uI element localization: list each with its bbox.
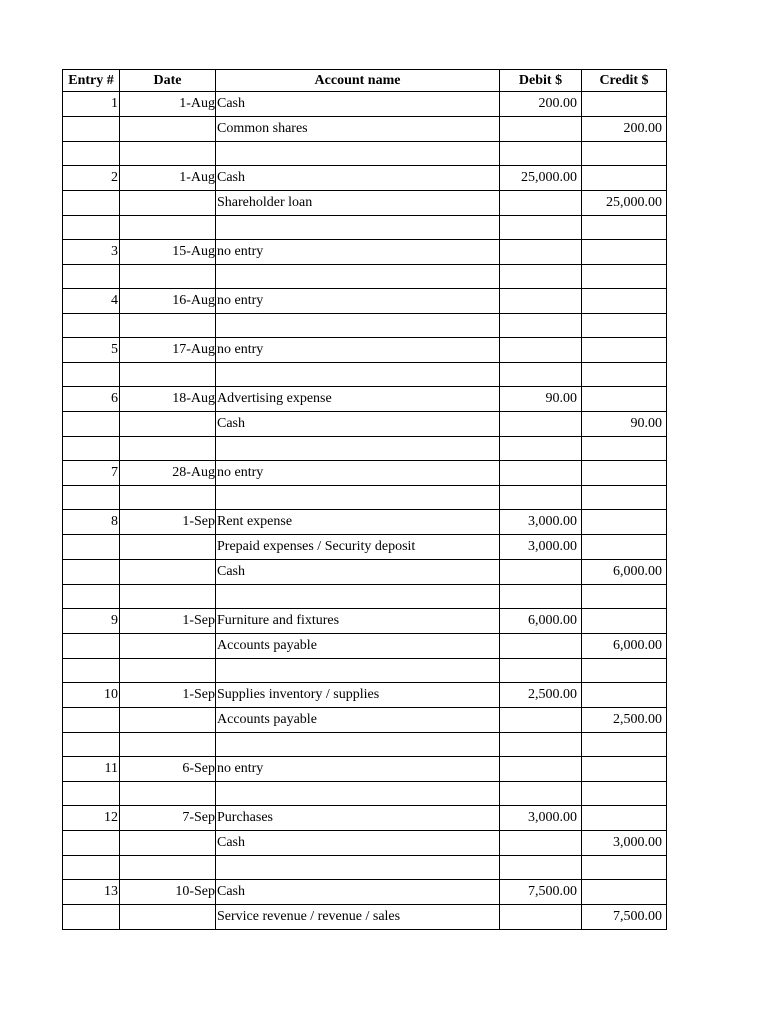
cell-debit[interactable] [500,634,582,659]
cell-credit[interactable] [582,486,667,510]
cell-credit[interactable] [582,142,667,166]
cell-date[interactable]: 1-Sep [120,683,216,708]
cell-account[interactable]: no entry [216,240,500,265]
table-row [63,486,667,510]
cell-credit[interactable]: 3,000.00 [582,831,667,856]
cell-credit[interactable] [582,363,667,387]
cell-date[interactable] [120,216,216,240]
cell-debit[interactable]: 200.00 [500,92,582,117]
cell-date[interactable] [120,265,216,289]
cell-account[interactable]: Purchases [216,806,500,831]
table-row [63,92,667,117]
table-row [63,757,667,782]
table-row [63,733,667,757]
cell-entry[interactable]: 9 [63,609,120,634]
cell-entry[interactable] [63,314,120,338]
cell-debit[interactable] [500,265,582,289]
cell-credit[interactable] [582,437,667,461]
cell-credit[interactable] [582,289,667,314]
cell-credit[interactable] [582,92,667,117]
cell-account[interactable]: Advertising expense [216,387,500,412]
cell-account[interactable]: Cash [216,412,500,437]
cell-date[interactable] [120,142,216,166]
cell-entry[interactable] [63,535,120,560]
cell-debit[interactable] [500,412,582,437]
cell-credit[interactable]: 7,500.00 [582,905,667,930]
header-credit[interactable]: Credit $ [582,70,667,92]
cell-date[interactable]: 18-Aug [120,387,216,412]
cell-date[interactable]: 17-Aug [120,338,216,363]
cell-date[interactable]: 1-Aug [120,92,216,117]
cell-credit[interactable] [582,510,667,535]
cell-debit[interactable] [500,117,582,142]
journal-body [63,92,667,930]
cell-account[interactable]: Cash [216,166,500,191]
cell-debit[interactable] [500,142,582,166]
cell-debit[interactable] [500,856,582,880]
cell-credit[interactable] [582,856,667,880]
cell-credit[interactable] [582,338,667,363]
table-row [63,659,667,683]
table-row [63,314,667,338]
cell-date[interactable] [120,733,216,757]
table-row [63,535,667,560]
cell-account[interactable]: Service revenue / revenue / sales [216,905,500,930]
cell-debit[interactable] [500,191,582,216]
table-row [63,191,667,216]
cell-debit[interactable]: 6,000.00 [500,609,582,634]
cell-credit[interactable] [582,880,667,905]
cell-entry[interactable] [63,117,120,142]
cell-account[interactable] [216,659,500,683]
cell-debit[interactable] [500,560,582,585]
table-row [63,117,667,142]
cell-account[interactable] [216,585,500,609]
cell-entry[interactable]: 13 [63,880,120,905]
cell-date[interactable] [120,535,216,560]
table-row [63,166,667,191]
cell-date[interactable] [120,486,216,510]
table-row [63,782,667,806]
cell-entry[interactable] [63,733,120,757]
table-row [63,880,667,905]
cell-account[interactable] [216,314,500,338]
cell-credit[interactable] [582,535,667,560]
cell-date[interactable] [120,856,216,880]
cell-date[interactable] [120,659,216,683]
cell-debit[interactable] [500,486,582,510]
journal-header [63,70,667,92]
cell-entry[interactable] [63,560,120,585]
cell-debit[interactable] [500,757,582,782]
cell-account[interactable]: Accounts payable [216,634,500,659]
table-row [63,560,667,585]
cell-entry[interactable]: 4 [63,289,120,314]
cell-entry[interactable]: 5 [63,338,120,363]
cell-account[interactable] [216,486,500,510]
cell-date[interactable]: 1-Sep [120,510,216,535]
cell-credit[interactable]: 6,000.00 [582,634,667,659]
cell-account[interactable]: Common shares [216,117,500,142]
cell-debit[interactable] [500,905,582,930]
cell-credit[interactable] [582,683,667,708]
table-row [63,634,667,659]
cell-date[interactable] [120,191,216,216]
cell-credit[interactable] [582,387,667,412]
cell-account[interactable]: Cash [216,92,500,117]
cell-debit[interactable] [500,338,582,363]
cell-entry[interactable] [63,585,120,609]
cell-entry[interactable] [63,659,120,683]
cell-credit[interactable]: 90.00 [582,412,667,437]
cell-account[interactable] [216,437,500,461]
cell-entry[interactable]: 10 [63,683,120,708]
table-row [63,510,667,535]
cell-account[interactable]: no entry [216,461,500,486]
cell-account[interactable] [216,265,500,289]
table-row [63,363,667,387]
cell-date[interactable]: 10-Sep [120,880,216,905]
cell-credit[interactable]: 6,000.00 [582,560,667,585]
cell-account[interactable] [216,782,500,806]
journal-table [62,69,667,930]
cell-account[interactable]: Cash [216,831,500,856]
cell-entry[interactable] [63,782,120,806]
header-entry[interactable]: Entry # [63,70,120,92]
cell-entry[interactable] [63,831,120,856]
cell-entry[interactable]: 11 [63,757,120,782]
cell-debit[interactable] [500,831,582,856]
cell-credit[interactable] [582,166,667,191]
cell-account[interactable]: no entry [216,338,500,363]
cell-account[interactable]: Furniture and fixtures [216,609,500,634]
table-row [63,412,667,437]
cell-credit[interactable] [582,782,667,806]
cell-credit[interactable] [582,585,667,609]
cell-credit[interactable] [582,733,667,757]
cell-debit[interactable] [500,240,582,265]
header-date[interactable]: Date [120,70,216,92]
cell-entry[interactable]: 6 [63,387,120,412]
cell-debit[interactable]: 3,000.00 [500,510,582,535]
cell-debit[interactable] [500,437,582,461]
cell-credit[interactable]: 200.00 [582,117,667,142]
cell-date[interactable] [120,117,216,142]
cell-date[interactable]: 7-Sep [120,806,216,831]
header-account[interactable]: Account name [216,70,500,92]
cell-entry[interactable] [63,412,120,437]
cell-date[interactable] [120,782,216,806]
cell-date[interactable] [120,363,216,387]
cell-credit[interactable] [582,461,667,486]
cell-debit[interactable] [500,659,582,683]
table-row [63,265,667,289]
cell-debit[interactable] [500,314,582,338]
table-row [63,142,667,166]
table-row [63,905,667,930]
cell-account[interactable]: Shareholder loan [216,191,500,216]
cell-credit[interactable] [582,265,667,289]
cell-entry[interactable]: 7 [63,461,120,486]
cell-entry[interactable] [63,142,120,166]
cell-debit[interactable] [500,216,582,240]
cell-date[interactable]: 16-Aug [120,289,216,314]
cell-debit[interactable] [500,289,582,314]
cell-entry[interactable]: 1 [63,92,120,117]
cell-account[interactable] [216,363,500,387]
cell-debit[interactable]: 90.00 [500,387,582,412]
cell-account[interactable] [216,856,500,880]
cell-credit[interactable] [582,240,667,265]
cell-entry[interactable] [63,216,120,240]
table-row [63,240,667,265]
header-debit[interactable]: Debit $ [500,70,582,92]
cell-credit[interactable] [582,659,667,683]
cell-date[interactable] [120,905,216,930]
table-row [63,216,667,240]
table-row [63,338,667,363]
cell-credit[interactable] [582,806,667,831]
cell-date[interactable] [120,585,216,609]
cell-account[interactable]: Cash [216,560,500,585]
cell-entry[interactable] [63,437,120,461]
cell-account[interactable] [216,216,500,240]
cell-entry[interactable] [63,856,120,880]
table-row [63,585,667,609]
cell-credit[interactable]: 2,500.00 [582,708,667,733]
cell-account[interactable] [216,733,500,757]
cell-debit[interactable] [500,585,582,609]
cell-debit[interactable] [500,363,582,387]
cell-account[interactable]: Accounts payable [216,708,500,733]
cell-entry[interactable] [63,634,120,659]
cell-entry[interactable] [63,265,120,289]
cell-date[interactable]: 1-Sep [120,609,216,634]
cell-debit[interactable]: 2,500.00 [500,683,582,708]
cell-date[interactable]: 6-Sep [120,757,216,782]
table-row [63,683,667,708]
cell-entry[interactable] [63,708,120,733]
cell-credit[interactable] [582,216,667,240]
cell-entry[interactable]: 2 [63,166,120,191]
cell-account[interactable]: no entry [216,289,500,314]
table-row [63,609,667,634]
cell-account[interactable]: no entry [216,757,500,782]
cell-entry[interactable]: 3 [63,240,120,265]
cell-account[interactable] [216,142,500,166]
table-row [63,708,667,733]
table-row [63,437,667,461]
cell-date[interactable] [120,831,216,856]
cell-debit[interactable] [500,461,582,486]
cell-date[interactable] [120,560,216,585]
header-row [63,70,667,92]
cell-credit[interactable] [582,609,667,634]
cell-date[interactable] [120,708,216,733]
cell-entry[interactable]: 8 [63,510,120,535]
cell-credit[interactable] [582,757,667,782]
cell-date[interactable] [120,412,216,437]
cell-credit[interactable] [582,314,667,338]
cell-debit[interactable]: 3,000.00 [500,535,582,560]
cell-entry[interactable] [63,486,120,510]
table-row [63,461,667,486]
cell-date[interactable]: 15-Aug [120,240,216,265]
cell-debit[interactable]: 3,000.00 [500,806,582,831]
cell-debit[interactable]: 25,000.00 [500,166,582,191]
cell-entry[interactable] [63,363,120,387]
table-row [63,289,667,314]
cell-account[interactable]: Rent expense [216,510,500,535]
cell-account[interactable]: Prepaid expenses / Security deposit [216,535,500,560]
cell-debit[interactable] [500,733,582,757]
cell-debit[interactable]: 7,500.00 [500,880,582,905]
cell-debit[interactable] [500,782,582,806]
cell-account[interactable]: Supplies inventory / supplies [216,683,500,708]
table-row [63,387,667,412]
table-row [63,806,667,831]
cell-entry[interactable] [63,905,120,930]
cell-date[interactable]: 28-Aug [120,461,216,486]
cell-date[interactable] [120,437,216,461]
cell-credit[interactable]: 25,000.00 [582,191,667,216]
cell-date[interactable] [120,314,216,338]
cell-account[interactable]: Cash [216,880,500,905]
cell-date[interactable] [120,634,216,659]
cell-debit[interactable] [500,708,582,733]
table-row [63,831,667,856]
cell-entry[interactable] [63,191,120,216]
table-row [63,856,667,880]
cell-entry[interactable]: 12 [63,806,120,831]
cell-date[interactable]: 1-Aug [120,166,216,191]
